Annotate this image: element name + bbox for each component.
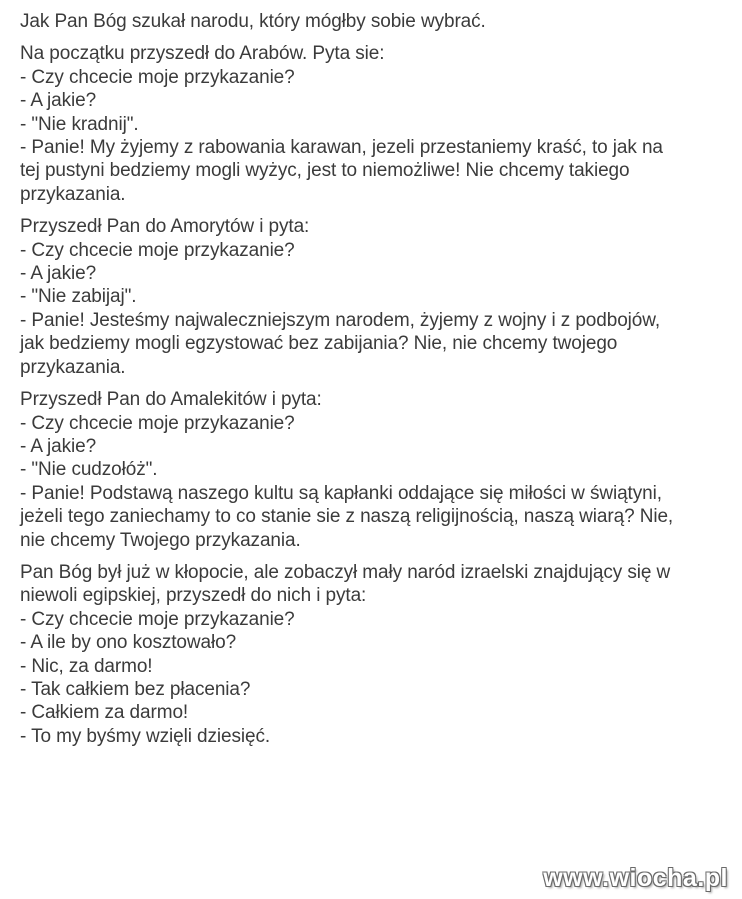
- text-line: - Czy chcecie moje przykazanie?: [20, 608, 295, 630]
- text-line: - "Nie kradnij".: [20, 113, 139, 135]
- text-line: - Nic, za darmo!: [20, 655, 153, 677]
- paragraph-amorites: [20, 215, 732, 379]
- text-line: Przyszedł Pan do Amalekitów i pyta:: [20, 389, 322, 411]
- text-line: - Czy chcecie moje przykazanie?: [20, 239, 295, 261]
- text-line: - Czy chcecie moje przykazanie?: [20, 66, 295, 88]
- text-line: Pan Bóg był już w kłopocie, ale zobaczył mały naród izraelski znajdujący się w: [20, 561, 671, 583]
- text-line: - "Nie cudzołóż".: [20, 459, 158, 481]
- text-line: - Czy chcecie moje przykazanie?: [20, 412, 295, 434]
- paragraph-amalekites: [20, 388, 732, 552]
- title-paragraph: [20, 10, 732, 33]
- text-line: - Panie! Podstawą naszego kultu są kapłanki oddające się miłości w świątyni,: [20, 482, 662, 504]
- text-line: nie chcemy Twojego przykazania.: [20, 529, 301, 551]
- text-line: - Panie! Jesteśmy najwaleczniejszym narodem, żyjemy z wojny i z podbojów,: [20, 309, 661, 331]
- text-line: jeżeli tego zaniechamy to co stanie sie z naszą religijnością, naszą wiarą? Nie,: [20, 506, 674, 528]
- text-line: jak bedziemy mogli egzystować bez zabijania? Nie, nie chcemy twojego: [20, 333, 618, 355]
- text-line: - Panie! My żyjemy z rabowania karawan, jezeli przestaniemy kraść, to jak na: [20, 137, 663, 159]
- paragraph-israelites: [20, 561, 732, 748]
- title-line: Jak Pan Bóg szukał narodu, który mógłby sobie wybrać.: [20, 11, 486, 32]
- text-line: - Tak całkiem bez płacenia?: [20, 678, 251, 700]
- text-line: tej pustyni bedziemy mogli wyżyc, jest to niemożliwe! Nie chcemy takiego: [20, 160, 630, 182]
- text-line: - A jakie?: [20, 435, 97, 457]
- text-line: - "Nie zabijaj".: [20, 286, 137, 308]
- text-line: Na początku przyszedł do Arabów. Pyta sie:: [20, 43, 385, 65]
- paragraph-arabs: [20, 42, 732, 206]
- text-line: - A jakie?: [20, 263, 97, 285]
- text-line: niewoli egipskiej, przyszedł do nich i pyta:: [20, 585, 367, 607]
- text-line: - A ile by ono kosztowało?: [20, 632, 237, 654]
- text-line: - A jakie?: [20, 90, 97, 112]
- text-line: przykazania.: [20, 183, 126, 205]
- site-watermark: www.wiocha.pl: [543, 864, 728, 892]
- joke-text: [20, 10, 732, 757]
- text-line: Przyszedł Pan do Amorytów i pyta:: [20, 216, 310, 238]
- text-line: - Całkiem za darmo!: [20, 702, 189, 724]
- text-line: przykazania.: [20, 356, 126, 378]
- text-line: - To my byśmy wzięli dziesięć.: [20, 725, 271, 747]
